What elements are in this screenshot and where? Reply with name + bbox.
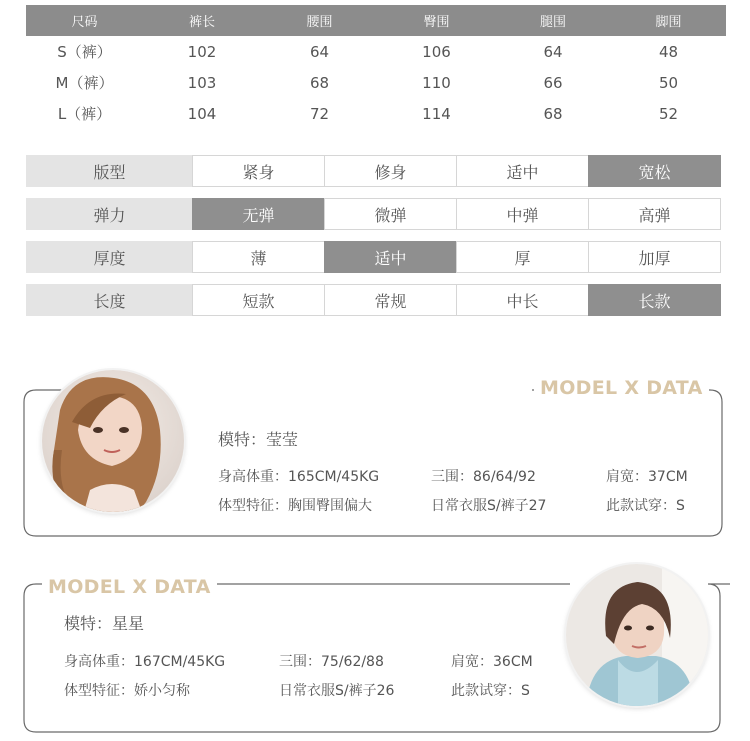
model-2-photo <box>566 564 708 706</box>
attr-label: 版型 <box>26 155 193 187</box>
attr-option: 中长 <box>456 284 589 316</box>
table-cell: 102 <box>187 42 217 61</box>
model-2-tried-size: 此款试穿：S <box>451 683 530 699</box>
attr-option: 高弹 <box>588 198 721 230</box>
attr-option: 紧身 <box>192 155 325 187</box>
model-1-measurements: 三围：86/64/92 <box>431 469 536 485</box>
attr-option: 修身 <box>324 155 457 187</box>
attr-label: 弹力 <box>26 198 193 230</box>
attr-option: 短款 <box>192 284 325 316</box>
table-cell: 50 <box>658 73 679 92</box>
model-card-1-title: MODEL X DATA <box>534 377 709 399</box>
model-1-shoulder: 肩宽：37CM <box>606 469 688 485</box>
header-pants-length: 裤长 <box>188 15 215 30</box>
table-cell: 48 <box>658 42 679 61</box>
model-1-photo <box>42 370 184 512</box>
table-cell: 64 <box>309 42 330 61</box>
table-cell: 66 <box>543 73 563 92</box>
model-2-shoulder: 肩宽：36CM <box>451 654 533 670</box>
table-cell: 72 <box>309 104 330 123</box>
model-1-height-weight: 身高体重：165CM/45KG <box>218 469 380 485</box>
attr-option: 微弹 <box>324 198 457 230</box>
attr-option: 加厚 <box>588 241 721 273</box>
attr-option: 无弹 <box>192 198 325 230</box>
model-1-usual-size: 日常衣服S/裤子27 <box>431 498 547 514</box>
header-thigh: 腿围 <box>539 15 566 30</box>
attr-option: 厚 <box>456 241 589 273</box>
table-cell: M（裤） <box>55 74 114 92</box>
model-2-avatar <box>566 564 708 706</box>
table-cell: 104 <box>187 104 217 123</box>
model-1-tried-size: 此款试穿：S <box>606 498 685 514</box>
model-2-height-weight: 身高体重：167CM/45KG <box>64 654 226 670</box>
model-1-avatar <box>42 370 184 512</box>
table-cell: 64 <box>543 42 563 61</box>
table-cell: S（裤） <box>57 43 112 61</box>
model-2-name: 模特：星星 <box>64 614 145 633</box>
model-2-measurements: 三围：75/62/88 <box>279 654 384 670</box>
attr-label: 厚度 <box>26 241 193 273</box>
table-cell: 106 <box>422 42 451 61</box>
attr-label: 长度 <box>26 284 193 316</box>
header-hip: 臀围 <box>423 15 450 30</box>
table-cell: 103 <box>187 73 217 92</box>
model-1-name: 模特：莹莹 <box>218 430 299 449</box>
attr-option: 适中 <box>324 241 457 273</box>
header-ankle: 脚围 <box>655 15 682 30</box>
table-cell: 68 <box>543 104 563 123</box>
table-cell: 110 <box>422 73 451 92</box>
table-cell: L（裤） <box>57 105 112 123</box>
model-1-body-type: 体型特征：胸围臀围偏大 <box>218 498 372 514</box>
model-card-2-title: MODEL X DATA <box>42 576 217 598</box>
attr-option: 薄 <box>192 241 325 273</box>
attr-option: 长款 <box>588 284 721 316</box>
table-cell: 114 <box>422 104 451 123</box>
table-cell: 68 <box>309 73 330 92</box>
attr-option: 适中 <box>456 155 589 187</box>
attr-option: 常规 <box>324 284 457 316</box>
header-waist: 腰围 <box>306 15 333 30</box>
attr-option: 宽松 <box>588 155 721 187</box>
model-2-body-type: 体型特征：娇小匀称 <box>64 683 190 699</box>
table-cell: 52 <box>658 104 679 123</box>
header-size: 尺码 <box>71 15 98 30</box>
attr-option: 中弹 <box>456 198 589 230</box>
model-2-usual-size: 日常衣服S/裤子26 <box>279 683 395 699</box>
